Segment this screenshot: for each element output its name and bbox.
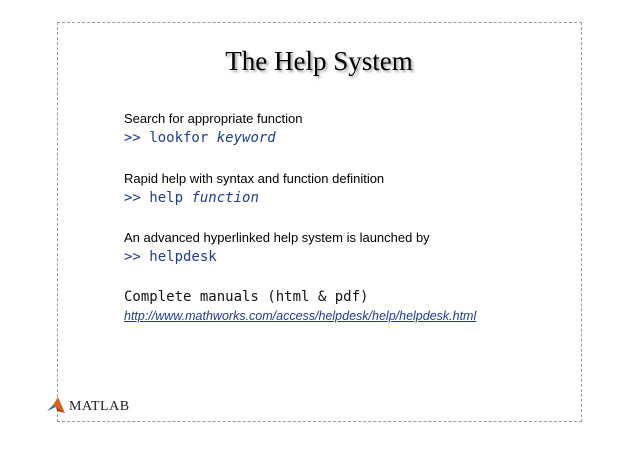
matlab-logo: [46, 396, 130, 416]
section-manuals: [124, 289, 476, 323]
command-line: [124, 127, 303, 149]
section-description: An advanced hyperlinked help system is launched by: [124, 230, 430, 245]
manuals-label: Complete manuals (html & pdf): [124, 289, 369, 305]
slide-title: The Help System: [225, 46, 413, 76]
logo-text: MATLAB: [69, 399, 130, 414]
slide-frame: [57, 22, 582, 422]
command-line: [124, 246, 430, 268]
command-argument: keyword: [216, 130, 276, 146]
section-lookfor: [124, 111, 303, 149]
command-prompt: >> helpdesk: [124, 249, 217, 265]
section-description: Rapid help with syntax and function definition: [124, 171, 385, 186]
section-description: Search for appropriate function: [124, 111, 303, 126]
helpdesk-url-link[interactable]: http://www.mathworks.com/access/helpdesk/help/helpdesk.html: [124, 309, 477, 323]
command-prompt: >> lookfor: [124, 130, 209, 146]
section-helpdesk: [124, 230, 430, 268]
matlab-membrane-icon: [46, 396, 66, 416]
command-prompt: >> help: [124, 190, 184, 206]
command-line: [124, 187, 384, 209]
section-help: [124, 171, 384, 209]
command-argument: function: [191, 190, 259, 206]
